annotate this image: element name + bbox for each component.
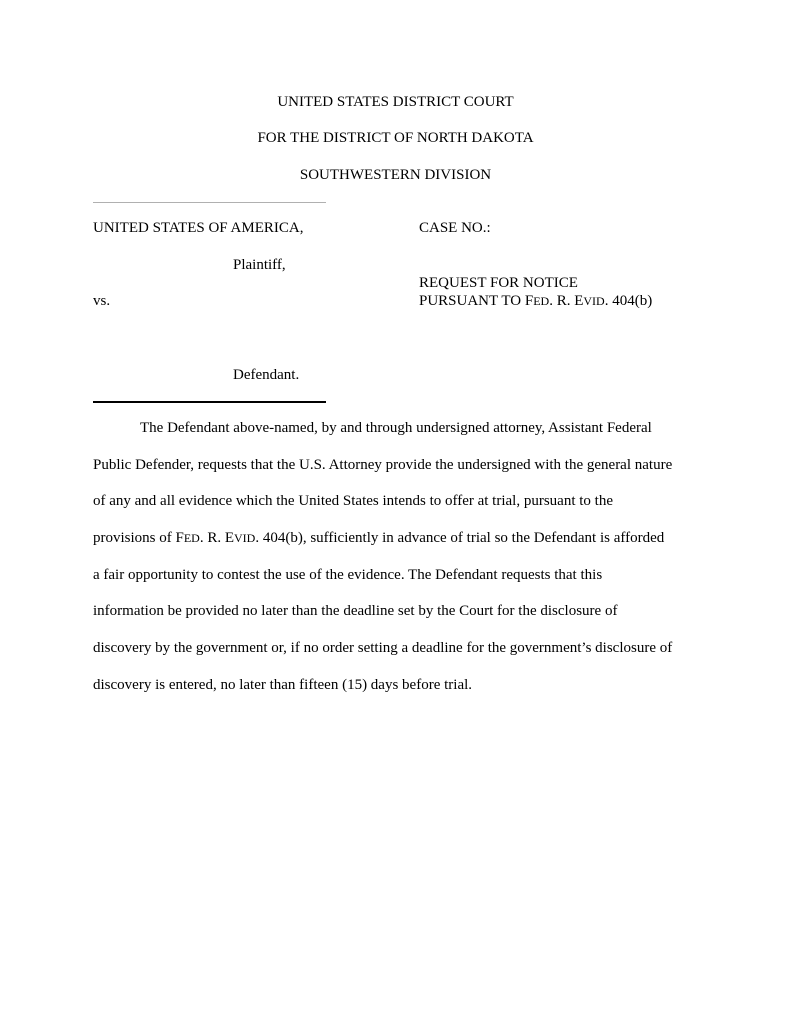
document-title-line1: REQUEST FOR NOTICE xyxy=(419,275,578,291)
caption-top-rule xyxy=(93,202,326,203)
body-line: discovery by the government or, if no order setting a deadline for the government’s disclosure of xyxy=(93,640,673,656)
caption-bottom-rule xyxy=(93,401,326,403)
versus-label: vs. xyxy=(93,293,111,309)
body-line: Public Defender, requests that the U.S. Attorney provide the undersigned with the general nature xyxy=(93,457,673,473)
body-line: The Defendant above-named, by and through undersigned attorney, Assistant Federal xyxy=(140,420,652,436)
body-line: provisions of FED. R. EVID. 404(b), sufficiently in advance of trial so the Defendant is afforded xyxy=(93,530,665,546)
body-line: information be provided no later than the deadline set by the Court for the disclosure of xyxy=(93,603,618,619)
division-name: SOUTHWESTERN DIVISION xyxy=(299,167,492,183)
body-line: discovery is entered, no later than fifteen (15) days before trial. xyxy=(93,677,473,693)
body-line: a fair opportunity to contest the use of the evidence. The Defendant requests that this xyxy=(93,567,603,583)
body-line: of any and all evidence which the United States intends to offer at trial, pursuant to the xyxy=(93,493,613,509)
court-name: UNITED STATES DISTRICT COURT xyxy=(277,94,514,110)
plaintiff-name: UNITED STATES OF AMERICA, xyxy=(93,220,304,236)
plaintiff-role: Plaintiff, xyxy=(233,257,286,273)
district-name: FOR THE DISTRICT OF NORTH DAKOTA xyxy=(257,130,534,146)
case-number-label: CASE NO.: xyxy=(419,220,491,236)
document-title-line2: PURSUANT TO FED. R. EVID. 404(b) xyxy=(419,293,653,309)
defendant-role: Defendant. xyxy=(233,367,300,383)
